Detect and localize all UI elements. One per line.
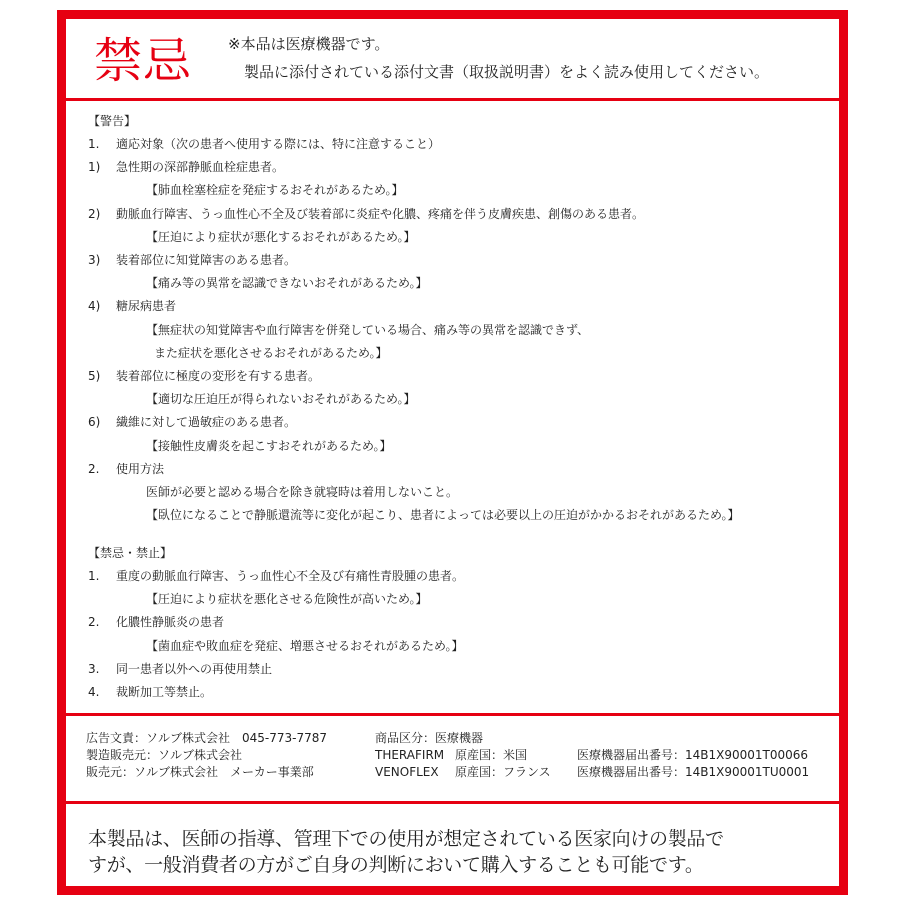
notice-frame <box>57 10 848 895</box>
item-text: 【菌血症や敗血症を発症、増悪させるおそれがあるため。】 <box>146 638 464 653</box>
advertising-responsible: 広告文責：ソルブ株式会社 045-773-7787 <box>86 731 328 745</box>
item-text: 使用方法 <box>116 461 165 476</box>
list-item <box>88 661 272 677</box>
origin-therafirm: 原産国：米国 <box>455 748 528 762</box>
list-item <box>88 298 176 314</box>
item-text: 装着部位に知覚障害のある患者。 <box>116 253 297 267</box>
manufacturer: 製造販売元：ソルブ株式会社 <box>86 748 243 762</box>
item-text: 【臥位になることで静脈還流等に変化が起こり、患者によっては必要以上の圧迫がかかるおそれがあるため。】 <box>146 508 740 523</box>
list-item <box>88 414 296 430</box>
medical-device-notice: ※本品は医療機器です。 <box>228 35 390 53</box>
item-number: 3) <box>88 253 101 267</box>
origin-venoflex: 原産国：フランス <box>455 765 551 779</box>
item-text: 裁断加工等禁止。 <box>116 685 213 699</box>
list-item <box>88 614 224 630</box>
item-text: 重度の動脈血行障害、うっ血性心不全及び有痛性青股腫の患者。 <box>116 569 465 583</box>
list-item <box>146 182 404 198</box>
item-text: 【無症状の知覚障害や血行障害を併発している場合、痛み等の異常を認識できず、 <box>146 322 590 337</box>
registration-therafirm: 医療機器届出番号：14B1X90001T00066 <box>577 748 809 762</box>
item-text: 医師が必要と認める場合を除き就寝時は着用しないこと。 <box>146 485 459 499</box>
item-number: 2. <box>88 461 100 476</box>
disclaimer-line-1: 本製品は、医師の指導、管理下での使用が想定されている医家向けの製品で <box>88 828 724 850</box>
list-item <box>88 159 284 175</box>
item-text: 動脈血行障害、うっ血性心不全及び装着部に炎症や化膿、疼痛を伴う皮膚疾患、創傷のある患者。 <box>116 206 645 221</box>
list-item <box>88 136 440 152</box>
list-item <box>146 391 416 407</box>
item-number: 2. <box>88 615 100 630</box>
item-number: 5) <box>88 369 101 383</box>
distributor: 販売元：ソルブ株式会社 メーカー事業部 <box>86 765 314 779</box>
item-text: 急性期の深部静脈血栓症患者。 <box>116 160 285 175</box>
item-number: 2) <box>88 206 101 221</box>
item-number: 4. <box>88 685 100 699</box>
item-text: 【圧迫により症状を悪化させる危険性が高いため。】 <box>146 592 428 607</box>
item-text: 【肺血栓塞栓症を発症するおそれがあるため。】 <box>146 183 404 198</box>
product-category: 商品区分：医療機器 <box>375 731 484 745</box>
item-number: 6) <box>88 415 101 430</box>
warnings-section <box>66 104 839 716</box>
prohibitions-heading: 【禁忌・禁止】 <box>88 546 173 560</box>
list-item <box>88 206 644 222</box>
item-number: 4) <box>88 299 101 314</box>
list-item <box>154 345 388 361</box>
list-item <box>88 461 164 477</box>
contraindication-title: 禁忌 <box>94 33 193 89</box>
item-text: 化膿性静脈炎の患者 <box>116 615 225 630</box>
list-item <box>146 322 589 338</box>
item-number: 1. <box>88 137 100 151</box>
header-section <box>66 19 839 101</box>
item-text: 【接触性皮膚炎を起こすおそれがあるため。】 <box>146 438 392 453</box>
list-item <box>88 684 212 700</box>
list-item <box>146 484 458 500</box>
product-name-venoflex: VENOFLEX <box>375 765 439 779</box>
item-text: 【適切な圧迫圧が得られないおそれがあるため。】 <box>146 392 416 407</box>
item-text: 適応対象（次の患者へ使用する際には、特に注意すること） <box>116 137 441 151</box>
list-item <box>146 638 464 654</box>
item-text: 【痛み等の異常を認識できないおそれがあるため。】 <box>146 276 428 291</box>
list-item <box>88 252 296 268</box>
registration-venoflex: 医療機器届出番号：14B1X90001TU0001 <box>577 765 810 779</box>
list-item <box>146 591 428 607</box>
list-item <box>88 568 464 584</box>
item-number: 3. <box>88 661 100 676</box>
list-item <box>146 438 392 454</box>
disclaimer-line-2: すが、一般消費者の方がご自身の判断において購入することも可能です。 <box>88 854 704 876</box>
warnings-heading: 【警告】 <box>88 114 137 128</box>
item-number: 1) <box>88 160 101 175</box>
list-item <box>146 229 416 245</box>
disclaimer-section <box>66 807 839 886</box>
company-info-section <box>66 719 839 804</box>
list-item <box>88 368 320 384</box>
item-text: 繊維に対して過敏症のある患者。 <box>116 415 297 430</box>
item-text: 【圧迫により症状が悪化するおそれがあるため。】 <box>146 229 416 244</box>
read-instructions-notice: 製品に添付されている添付文書（取扱説明書）をよく読み使用してください。 <box>244 63 770 81</box>
item-text: また症状を悪化させるおそれがあるため。】 <box>154 345 388 360</box>
item-text: 同一患者以外への再使用禁止 <box>116 661 273 676</box>
list-item <box>146 275 428 291</box>
item-number: 1. <box>88 569 100 583</box>
item-text: 糖尿病患者 <box>116 299 177 314</box>
product-name-therafirm: THERAFIRM <box>375 748 445 762</box>
list-item <box>146 507 740 523</box>
item-text: 装着部位に極度の変形を有する患者。 <box>116 369 321 383</box>
